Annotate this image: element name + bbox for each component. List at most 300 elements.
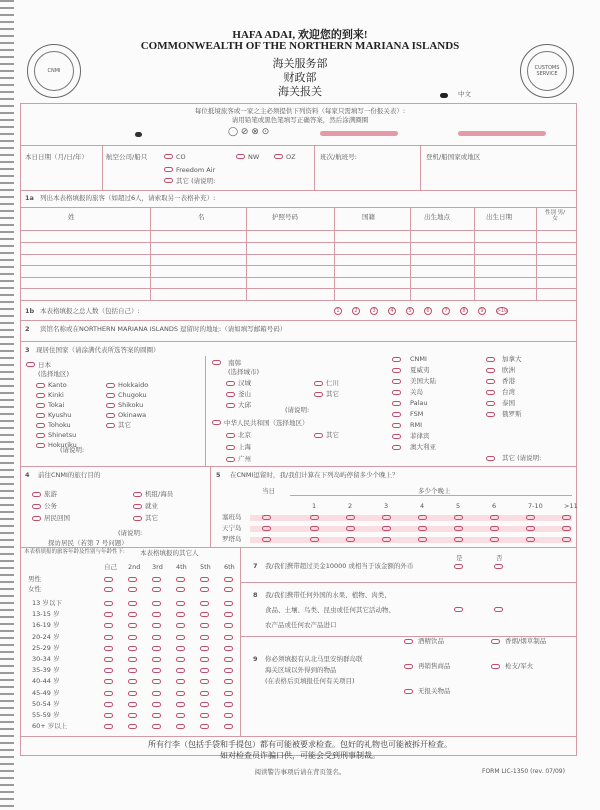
- others-label: 本表格填报的其它人: [140, 549, 199, 557]
- total-bubble-7[interactable]: 8: [460, 307, 468, 315]
- japan-region-option-0[interactable]: [36, 383, 45, 388]
- residence-mid-option-7[interactable]: [392, 434, 401, 439]
- age-4-person-5[interactable]: [224, 646, 233, 651]
- island-1-nights-6[interactable]: [526, 526, 535, 531]
- age-9-person-5[interactable]: [224, 702, 233, 707]
- section-9-line1: 你必须填报有从北马里安纳群岛联: [265, 655, 363, 663]
- airline-co-option[interactable]: [164, 154, 173, 159]
- japan-specify: (请说明:: [60, 446, 85, 454]
- island-0-nights-3[interactable]: [418, 515, 427, 520]
- female-label: 女性: [28, 585, 41, 593]
- purpose-option-3[interactable]: [133, 504, 142, 509]
- island-2-nights-5[interactable]: [490, 537, 499, 542]
- korea-city-option-2[interactable]: [226, 392, 235, 397]
- island-2-nights-7[interactable]: [562, 537, 571, 542]
- age-2-person-4[interactable]: [200, 623, 209, 628]
- dept-customs: 海关服务部: [272, 58, 328, 70]
- age-9-person-3[interactable]: [176, 702, 185, 707]
- age-5-person-5[interactable]: [224, 657, 233, 662]
- island-today-1[interactable]: [262, 526, 271, 531]
- japan-region-option-4[interactable]: [36, 403, 45, 408]
- age-label-5: 30-34 岁: [32, 655, 60, 663]
- residence-right-label-1: 欧洲: [502, 366, 515, 374]
- sex-0-person-0[interactable]: [104, 577, 113, 582]
- age-1-person-1[interactable]: [128, 612, 137, 617]
- residence-mid-label-6: RMI: [410, 421, 423, 429]
- purpose-option-2[interactable]: [32, 504, 41, 509]
- age-4-person-1[interactable]: [128, 646, 137, 651]
- island-2-nights-6[interactable]: [526, 537, 535, 542]
- person-ordinal-3: 5th: [200, 563, 211, 571]
- total-bubble-6[interactable]: 7: [442, 307, 450, 315]
- purpose-option-0[interactable]: [32, 492, 41, 497]
- age-label-10: 55-59 岁: [32, 711, 60, 719]
- island-1-nights-1[interactable]: [346, 526, 355, 531]
- age-4-person-4[interactable]: [200, 646, 209, 651]
- age-0-person-4[interactable]: [200, 601, 209, 606]
- age-label-9: 50-54 岁: [32, 699, 60, 708]
- form-number: FORM LIC-1350 (rev. 07/09): [482, 768, 565, 775]
- age-8-person-2[interactable]: [152, 691, 161, 696]
- island-1-nights-5[interactable]: [490, 526, 499, 531]
- age-label-3: 20-24 岁: [32, 632, 60, 641]
- island-2-nights-0[interactable]: [310, 537, 319, 542]
- china-region-option-1[interactable]: [314, 433, 323, 438]
- age-2-person-0[interactable]: [104, 623, 113, 628]
- residence-mid-option-6[interactable]: [392, 423, 401, 428]
- dept-finance: 财政部: [283, 72, 317, 84]
- age-10-person-5[interactable]: [224, 713, 233, 718]
- purpose-label-4: 居民回国: [44, 514, 70, 522]
- goods-label-0: 酒精饮品: [418, 637, 444, 645]
- age-5-person-4[interactable]: [200, 657, 209, 662]
- residence-right-option-0[interactable]: [486, 357, 495, 362]
- sex-0-person-2[interactable]: [152, 577, 161, 582]
- age-3-person-2[interactable]: [152, 635, 161, 640]
- age-8-person-5[interactable]: [224, 691, 233, 696]
- island-0-nights-0[interactable]: [310, 515, 319, 520]
- age-5-person-3[interactable]: [176, 657, 185, 662]
- japan-region-option-5[interactable]: [106, 403, 115, 408]
- japan-region-label-2: Kinki: [48, 391, 64, 399]
- korea-city-option-4[interactable]: [226, 403, 235, 408]
- age-3-person-1[interactable]: [128, 635, 137, 640]
- wrong-marks-icon: ◯ ⊘ ⊗ ⊙: [228, 127, 270, 137]
- sex-1-person-1[interactable]: [128, 587, 137, 592]
- residence-mid-option-3[interactable]: [392, 390, 401, 395]
- greeting: HAFA ADAI, 欢迎您的到来!: [232, 29, 368, 41]
- nights-col-0: 1: [312, 502, 317, 510]
- island-strip-1: [250, 526, 572, 532]
- age-8-person-3[interactable]: [176, 691, 185, 696]
- age-8-person-1[interactable]: [128, 691, 137, 696]
- total-bubble-8[interactable]: 9: [478, 307, 486, 315]
- total-bubble-3[interactable]: 4: [388, 307, 396, 315]
- island-2-nights-2[interactable]: [382, 537, 391, 542]
- age-11-person-5[interactable]: [224, 724, 233, 729]
- airline-co-label: CO: [176, 153, 186, 161]
- residence-right-label-5: 俄罗斯: [502, 410, 522, 418]
- age-10-person-4[interactable]: [200, 713, 209, 718]
- japan-region-label-12: Hokuriku: [48, 441, 77, 449]
- age-0-person-1[interactable]: [128, 601, 137, 606]
- china-region-option-4[interactable]: [226, 457, 235, 462]
- purpose-label-1: 机组/海员: [145, 490, 174, 498]
- cnmi-seal-icon: CNMI: [27, 44, 81, 98]
- residence-mid-label-3: 关岛: [410, 388, 423, 396]
- korea-city-label-2: 釜山: [238, 390, 251, 398]
- japan-region-label-4: Tokai: [48, 401, 65, 409]
- japan-region-option-7[interactable]: [106, 413, 115, 418]
- sex-0-person-1[interactable]: [128, 577, 137, 582]
- airline-oz-option[interactable]: [274, 154, 283, 159]
- goods-label-2: 再销售商品: [418, 662, 451, 670]
- age-label-8: 45-49 岁: [32, 688, 60, 697]
- dept-declaration: 海关报关: [278, 86, 322, 98]
- section-8-line2: 食品、土壤、鸟类、昆虫或任何其它活动物、: [265, 606, 395, 614]
- japan-region-option-9[interactable]: [106, 423, 115, 428]
- section-5-num: 5: [216, 471, 221, 479]
- section-8-line1: 我/我们携带任何外国的水果、植物、肉类、: [265, 591, 391, 599]
- china-region-option-2[interactable]: [226, 445, 235, 450]
- age-7-person-0[interactable]: [104, 679, 113, 684]
- section-9-line3: (在表格后页填报任何有关项目): [265, 677, 355, 685]
- purpose-option-4[interactable]: [32, 516, 41, 521]
- age-2-person-2[interactable]: [152, 623, 161, 628]
- q8-no[interactable]: [494, 607, 503, 612]
- age-6-person-4[interactable]: [200, 668, 209, 673]
- age-9-person-1[interactable]: [128, 702, 137, 707]
- pencil-icon: [320, 131, 398, 136]
- japan-region-label-10: Shinetsu: [48, 431, 77, 439]
- age-10-person-2[interactable]: [152, 713, 161, 718]
- korea-city-label-3: 其它: [326, 390, 339, 398]
- age-6-person-0[interactable]: [104, 668, 113, 673]
- goods-label-4: 无报关物品: [418, 687, 451, 695]
- japan-region-option-3[interactable]: [106, 393, 115, 398]
- residence-right-option-1[interactable]: [486, 368, 495, 373]
- age-5-person-0[interactable]: [104, 657, 113, 662]
- japan-region-option-12[interactable]: [36, 443, 45, 448]
- residence-mid-label-1: 夏威夷: [410, 366, 430, 374]
- section-4-label: 前往CNMI的旅行目的: [38, 471, 101, 479]
- age-0-person-2[interactable]: [152, 601, 161, 606]
- age-label-11: 60+ 岁以上: [32, 722, 68, 731]
- today-label: 当日: [262, 487, 275, 495]
- airline-other-option[interactable]: [164, 178, 173, 183]
- age-0-person-5[interactable]: [224, 601, 233, 606]
- japan-region-option-8[interactable]: [36, 423, 45, 428]
- age-label-7: 40-44 岁: [32, 677, 60, 686]
- section-1b-num: 1b: [25, 307, 35, 315]
- total-bubble-1[interactable]: 2: [352, 307, 360, 315]
- total-bubble-4[interactable]: 5: [406, 307, 414, 315]
- goods-label-3: 枪支/军火: [505, 662, 534, 670]
- island-2-nights-3[interactable]: [418, 537, 427, 542]
- residence-right-option-5[interactable]: [486, 412, 495, 417]
- island-0-nights-6[interactable]: [526, 515, 535, 520]
- goods-label-1: 香烟/烟草制品: [505, 637, 547, 645]
- island-1-nights-2[interactable]: [382, 526, 391, 531]
- age-1-person-2[interactable]: [152, 612, 161, 617]
- island-1-nights-4[interactable]: [454, 526, 463, 531]
- section-2-num: 2: [25, 325, 30, 333]
- intro-line-2: 请用铅笔或黑色笔填写正确答案，然后涂满圈圈: [231, 116, 369, 124]
- footer-warning-2: 如对检查员诈骗口供，可能会受到刑事制裁。: [220, 751, 380, 760]
- section-7-label: 我/我们携带超过美金10000 或相当于该金额的外币: [265, 562, 414, 570]
- purpose-label-2: 公务: [44, 502, 57, 510]
- section-6-label: 本表格填报的旅客年龄及性别与年龄性下:: [24, 549, 125, 555]
- japan-region-label-3: Chugoku: [118, 391, 147, 399]
- age-3-person-4[interactable]: [200, 635, 209, 640]
- island-1-nights-7[interactable]: [562, 526, 571, 531]
- china-region-option-0[interactable]: [226, 433, 235, 438]
- footer-sign-note: 阅读警告事项后请在背页签名。: [254, 768, 346, 776]
- age-0-person-3[interactable]: [176, 601, 185, 606]
- age-5-person-2[interactable]: [152, 657, 161, 662]
- residence-right-option-2[interactable]: [486, 379, 495, 384]
- col-surname: 姓: [68, 213, 75, 221]
- age-9-person-4[interactable]: [200, 702, 209, 707]
- age-8-person-4[interactable]: [200, 691, 209, 696]
- total-bubble-2[interactable]: 3: [370, 307, 378, 315]
- col-birthdate: 出生日期: [486, 213, 512, 221]
- person-ordinal-1: 3rd: [152, 563, 163, 571]
- airline-oz-label: OZ: [286, 153, 296, 161]
- island-0-nights-2[interactable]: [382, 515, 391, 520]
- korea-city-option-3[interactable]: [314, 392, 323, 397]
- japan-region-option-1[interactable]: [106, 383, 115, 388]
- port-label: 登机/船国家或地区: [426, 153, 481, 161]
- residence-mid-option-4[interactable]: [392, 401, 401, 406]
- japan-region-label-1: Hokkaido: [118, 381, 149, 389]
- age-11-person-4[interactable]: [200, 724, 209, 729]
- island-today-2[interactable]: [262, 537, 271, 542]
- sex-0-person-3[interactable]: [176, 577, 185, 582]
- section-1a-label: 列出本表格填报的旅客（如超过6人，请索取另一表格补充）:: [40, 194, 216, 202]
- person-ordinal-0: 2nd: [128, 563, 141, 571]
- japan-region-label-0: Kanto: [48, 381, 67, 389]
- age-2-person-3[interactable]: [176, 623, 185, 628]
- residence-mid-label-7: 菲律宾: [410, 432, 430, 440]
- section-4-specify: (请说明:: [118, 529, 143, 537]
- nights-col-2: 3: [384, 502, 389, 510]
- age-5-person-1[interactable]: [128, 657, 137, 662]
- age-6-person-3[interactable]: [176, 668, 185, 673]
- sex-0-person-4[interactable]: [200, 577, 209, 582]
- age-10-person-3[interactable]: [176, 713, 185, 718]
- age-6-person-5[interactable]: [224, 668, 233, 673]
- age-6-person-1[interactable]: [128, 668, 137, 673]
- japan-select-label: (选择地区): [38, 370, 70, 378]
- island-2-nights-4[interactable]: [454, 537, 463, 542]
- airline-other-label: 其它 (请说明:: [176, 177, 216, 185]
- person-ordinal-2: 4th: [176, 563, 187, 571]
- col-birthplace: 出生地点: [424, 213, 450, 221]
- timing-mark: [440, 93, 448, 98]
- age-1-person-4[interactable]: [200, 612, 209, 617]
- japan-region-label-6: Kyushu: [48, 411, 72, 419]
- island-strip-2: [250, 537, 572, 543]
- section-8-line3: 农产品或任何农产品进口: [265, 621, 337, 629]
- island-2-nights-1[interactable]: [346, 537, 355, 542]
- sex-0-person-5[interactable]: [224, 577, 233, 582]
- age-7-person-5[interactable]: [224, 679, 233, 684]
- residence-mid-option-5[interactable]: [392, 412, 401, 417]
- island-1-nights-0[interactable]: [310, 526, 319, 531]
- korea-select-label: (选择城市): [228, 368, 260, 376]
- age-3-person-5[interactable]: [224, 635, 233, 640]
- total-bubble-0[interactable]: 1: [334, 307, 342, 315]
- q7-no[interactable]: [494, 564, 503, 569]
- residence-right-label-2: 香港: [502, 377, 515, 385]
- residence-mid-label-2: 美国大陆: [410, 377, 436, 385]
- residence-mid-option-8[interactable]: [392, 445, 401, 450]
- nights-col-4: 5: [456, 502, 461, 510]
- sex-1-person-3[interactable]: [176, 587, 185, 592]
- language-label: 中文: [458, 90, 471, 98]
- sex-1-person-0[interactable]: [104, 587, 113, 592]
- flight-label: 班次/航班号:: [320, 153, 357, 161]
- residence-right-option-9[interactable]: [486, 456, 495, 461]
- island-0-nights-4[interactable]: [454, 515, 463, 520]
- filled-example-icon: [135, 132, 142, 137]
- korea-option[interactable]: [212, 360, 221, 365]
- island-1-nights-3[interactable]: [418, 526, 427, 531]
- age-4-person-3[interactable]: [176, 646, 185, 651]
- japan-region-option-6[interactable]: [36, 413, 45, 418]
- age-8-person-0[interactable]: [104, 691, 113, 696]
- goods-option-3[interactable]: [491, 664, 500, 669]
- goods-option-1[interactable]: [491, 639, 500, 644]
- goods-option-0[interactable]: [404, 639, 413, 644]
- residence-right-label-3: 台湾: [502, 388, 515, 396]
- china-option[interactable]: [212, 420, 221, 425]
- residence-mid-option-0[interactable]: [392, 357, 401, 362]
- age-6-person-2[interactable]: [152, 668, 161, 673]
- customs-seal-icon: CUSTOMS SERVICE: [520, 44, 574, 98]
- section-3-label: 现居住国家（请涂满代表所选答案的圆圈）: [36, 346, 160, 354]
- age-3-person-3[interactable]: [176, 635, 185, 640]
- total-bubble-9[interactable]: >10: [496, 308, 508, 314]
- age-1-person-3[interactable]: [176, 612, 185, 617]
- korea-city-option-1[interactable]: [314, 381, 323, 386]
- japan-label: 日本: [38, 361, 51, 369]
- section-7-num: 7: [253, 562, 258, 570]
- china-region-label-1: 其它: [326, 431, 339, 439]
- section-3-num: 3: [25, 346, 30, 354]
- china-label: 中华人民共和国（选择地区）: [224, 419, 309, 427]
- airline-nw-label: NW: [248, 153, 260, 161]
- col-given-name: 名: [198, 213, 205, 221]
- nights-col-6: 7-10: [528, 502, 543, 510]
- japan-option[interactable]: [26, 362, 35, 367]
- island-label-1: 天宁岛: [222, 524, 242, 532]
- residence-mid-option-1[interactable]: [392, 368, 401, 373]
- q8-yes[interactable]: [454, 607, 463, 612]
- nights-col-3: 4: [420, 502, 425, 510]
- airline-freedom-option[interactable]: [164, 167, 173, 172]
- age-9-person-0[interactable]: [104, 702, 113, 707]
- age-0-person-0[interactable]: [104, 601, 113, 606]
- korea-city-option-0[interactable]: [226, 381, 235, 386]
- sex-1-person-4[interactable]: [200, 587, 209, 592]
- sex-1-person-2[interactable]: [152, 587, 161, 592]
- island-label-2: 罗塔岛: [222, 535, 242, 543]
- age-11-person-0[interactable]: [104, 724, 113, 729]
- japan-region-option-10[interactable]: [36, 433, 45, 438]
- residence-mid-label-8: 澳大利亚: [410, 443, 436, 451]
- sex-1-person-5[interactable]: [224, 587, 233, 592]
- age-2-person-1[interactable]: [128, 623, 137, 628]
- date-label: 本日日期（月/日/年）: [25, 153, 88, 161]
- japan-region-option-2[interactable]: [36, 393, 45, 398]
- total-bubble-5[interactable]: 6: [424, 307, 432, 315]
- goods-option-4[interactable]: [404, 689, 413, 694]
- island-0-nights-7[interactable]: [562, 515, 571, 520]
- male-label: 男性: [28, 575, 41, 583]
- japan-region-label-9: 其它: [118, 421, 131, 429]
- age-7-person-2[interactable]: [152, 679, 161, 684]
- residence-right-label-4: 泰国: [502, 399, 515, 407]
- section-4-note: 探访居民（若第 7 号问题）: [48, 539, 128, 547]
- age-7-person-4[interactable]: [200, 679, 209, 684]
- age-label-6: 35-39 岁: [32, 666, 60, 675]
- age-1-person-5[interactable]: [224, 612, 233, 617]
- airline-nw-option[interactable]: [236, 154, 245, 159]
- q7-yes[interactable]: [454, 564, 463, 569]
- age-11-person-2[interactable]: [152, 724, 161, 729]
- japan-region-label-7: Okinawa: [118, 411, 147, 419]
- purpose-option-5[interactable]: [133, 516, 142, 521]
- purpose-option-1[interactable]: [133, 492, 142, 497]
- age-2-person-5[interactable]: [224, 623, 233, 628]
- residence-right-option-4[interactable]: [486, 401, 495, 406]
- island-0-nights-5[interactable]: [490, 515, 499, 520]
- pen-icon: [458, 131, 546, 136]
- korea-city-label-1: 仁川: [326, 379, 339, 387]
- island-strip-0: [250, 515, 572, 521]
- residence-right-option-3[interactable]: [486, 390, 495, 395]
- island-0-nights-1[interactable]: [346, 515, 355, 520]
- age-11-person-1[interactable]: [128, 724, 137, 729]
- age-10-person-0[interactable]: [104, 713, 113, 718]
- yes-label-7: 是: [456, 554, 463, 562]
- island-today-0[interactable]: [262, 515, 271, 520]
- age-4-person-0[interactable]: [104, 646, 113, 651]
- age-9-person-2[interactable]: [152, 702, 161, 707]
- section-2-label: 宾馆名称或在NORTHERN MARIANA ISLANDS 逗留时的地址:（请如填写邮箱号码）: [40, 325, 287, 333]
- person-ordinal-4: 6th: [224, 563, 235, 571]
- age-3-person-0[interactable]: [104, 635, 113, 640]
- residence-right-label-9: 其它 (请说明:: [502, 454, 542, 462]
- korea-city-label-0: 汉城: [238, 379, 251, 387]
- age-10-person-1[interactable]: [128, 713, 137, 718]
- japan-region-label-8: Tohoku: [48, 421, 71, 429]
- age-label-1: 13-15 岁: [32, 610, 60, 619]
- age-11-person-3[interactable]: [176, 724, 185, 729]
- age-4-person-2[interactable]: [152, 646, 161, 651]
- age-7-person-3[interactable]: [176, 679, 185, 684]
- nights-label: 多少个晚上: [418, 487, 451, 495]
- goods-option-2[interactable]: [404, 664, 413, 669]
- residence-mid-option-2[interactable]: [392, 379, 401, 384]
- age-1-person-0[interactable]: [104, 612, 113, 617]
- age-7-person-1[interactable]: [128, 679, 137, 684]
- section-9-line2: 海关区域以外得到的物品: [265, 666, 337, 674]
- purpose-label-3: 就业: [145, 502, 158, 510]
- residence-mid-label-4: Palau: [410, 399, 428, 407]
